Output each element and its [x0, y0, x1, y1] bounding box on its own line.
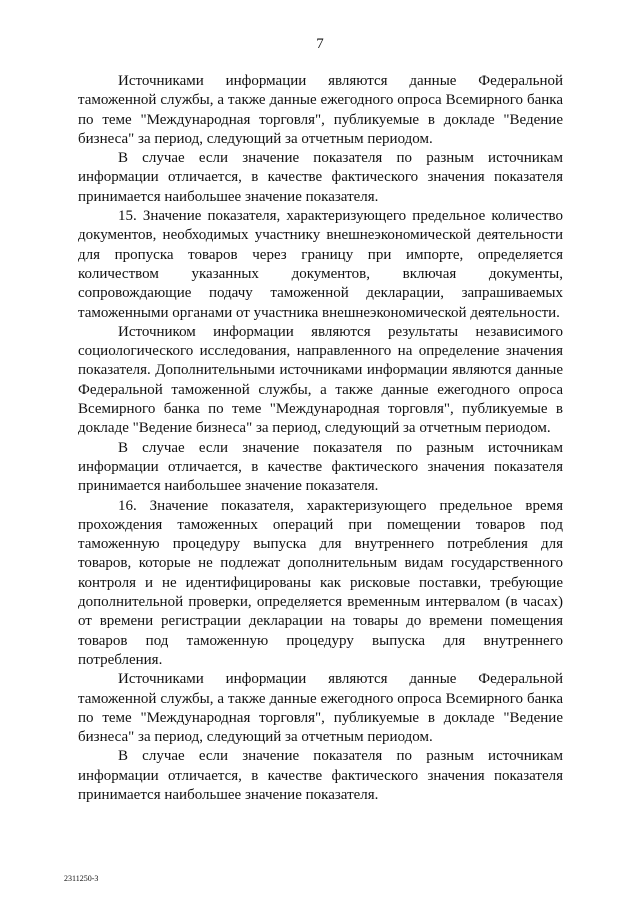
paragraph: Источниками информации являются данные Федеральной таможенной службы, а также данные ежегодного опроса Всемирного банка по теме "Международная торговля", публикуемые в докладе "Ведение бизнеса" за период, следующий за отчетным периодом. — [78, 671, 563, 746]
paragraph: В случае если значение показателя по разным источникам информации отличается, в качестве фактического значения показателя принимается наибольшее значение показателя. — [78, 439, 563, 495]
paragraph: 15. Значение показателя, характеризующего предельное количество документов, необходимых участнику внешнеэкономической деятельности для пропуска товаров через границу при импорте, определяется количеством указанных документов, включая документы, сопровождающие подачу таможенной декларации, запрашиваемых таможенными органами от участника внешнеэкономической деятельности. — [78, 208, 563, 321]
paragraph: В случае если значение показателя по разным источникам информации отличается, в качестве фактического значения показателя принимается наибольшее значение показателя. — [78, 748, 563, 803]
paragraph: Источниками информации являются данные Федеральной таможенной службы, а также данные ежегодного опроса Всемирного банка по теме "Международная торговля", публикуемые в докладе "Ведение бизнеса" за период, следующий за отчетным периодом. — [78, 73, 563, 147]
paragraph: Источником информации являются результаты независимого социологического исследования, направленного на определение значения показателя. Дополнительными источниками информации являются данные Федеральной таможенной службы, а также данные ежегодного опроса Всемирного банка по теме "Международная торговля", публикуемые в докладе "Ведение бизнеса" за период, следующий за отчетным периодом. — [78, 323, 563, 437]
document-body — [78, 72, 563, 805]
paragraph: 16. Значение показателя, характеризующего предельное время прохождения таможенных операций при помещении товаров под таможенную процедуру выпуска для внутреннего потребления для товаров, которые не подлежат дополнительным видам государственного контроля и не идентифицированы как рисковые поставки, требующие дополнительной проверки, определяется временным интервалом (в часах) от времени регистрации декларации на товары до времени помещения товаров под таможенную процедуру выпуска для внутреннего потребления. — [78, 497, 563, 668]
page-number: 7 — [316, 36, 324, 52]
paragraph: В случае если значение показателя по разным источникам информации отличается, в качестве фактического значения показателя принимается наибольшее значение показателя. — [78, 150, 563, 205]
document-code: 2311250-3 — [64, 874, 99, 883]
